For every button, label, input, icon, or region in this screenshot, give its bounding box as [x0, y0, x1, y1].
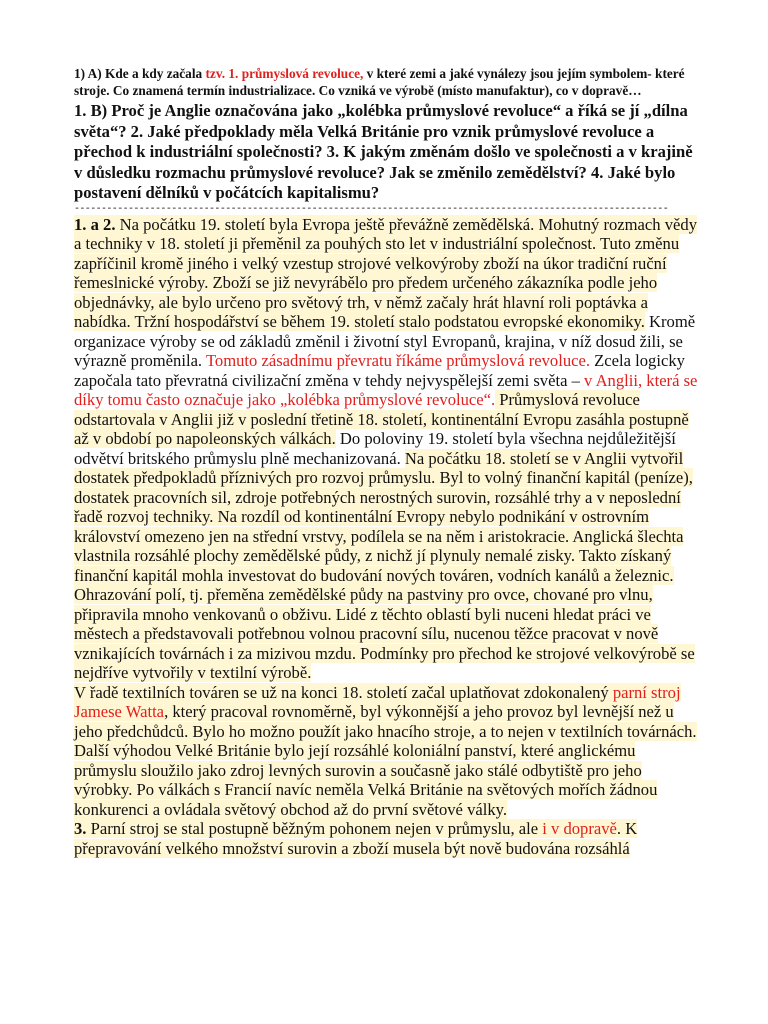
answer-highlight-1: [74, 215, 697, 332]
answer-highlight-3: Na počátku 18. století se v Anglii vytvořil dostatek předpokladů příznivých pro rozvoj průmyslu. Byl to volný finanční kapitál (peníze), dostatek pracovních sil, zdroje potřebných nerostných surovin, rozsáhlé trhy a v neposlední řadě rozvoj techniky. Na rozdíl od kontinentální Evropy nebylo podnikání v ostrovním království omezeno jen na střední vrstvy, podílela se na něm i aristokracie. Anglická šlechta vlastnila rozsáhlé plochy zemědělské půdy, z nichž jí plynuly nemalé zisky. Takto získaný finanční kapitál mohla investovat do budování nových továren, vodních kanálů a železnic. Ohrazování polí, tj. přeměna zemědělské půdy na pastviny pro ovce, chované pro vlnu, připravila mnoho venkovanů o obživu. Lidé z těchto oblastí byli nuceni hledat práci ve městech a představovali potřebnou volnou pracovní sílu, nucenou těžce pracovat v nově vznikajících továrnách i za mizivou mzdu. Podmínky pro přechod ke strojové velkovýrobě se nejdříve vytvořily v textilní výrobě.: [74, 448, 695, 682]
answer-text: Zcela logicky započala tato převratná civilizační změna v tehdy nejvyspělejší zemi světa –: [74, 351, 685, 390]
answer-red-text: v Anglii, která se díky tomu často označuje jako „kolébka průmyslové revoluce“.: [74, 370, 698, 409]
answer-text: , který pracoval rovnoměrně, byl výkonnější a jeho provoz byl levnější než u jeho předchůdců. Bylo ho možno použít jako hnacího stroje, a to nejen v textilních továrnách.: [74, 702, 697, 741]
answer-paragraph-4: [74, 819, 700, 858]
answer-text: V řadě textilních továren se už na konci 18. století začal uplatňovat zdokonalený: [74, 682, 613, 702]
answer-highlight-6: [74, 819, 637, 858]
answer-paragraph-2: [74, 683, 700, 742]
divider-line: --------------------------------------------------------------------------------------------------------------: [74, 204, 669, 215]
question-1a-red-text: tzv. 1. průmyslová revoluce,: [205, 66, 364, 81]
answer-paragraph-3: [74, 741, 700, 819]
answer-red-text: i v dopravě: [542, 819, 617, 838]
answer-highlight-5: Další výhodou Velké Británie bylo její rozsáhlé koloniální panství, které anglickému průmyslu sloužilo jako zdroj levných surovin a současně jako stálé odbytiště pro jeho výrobky. Po válkách s Francií navíc neměla Velká Británie na světových mořích žádnou konkurenci a ovládala světový obchod až do první světové války.: [74, 741, 658, 819]
answer-text: Do poloviny 19. století byla všechna nejdůležitější odvětví britského průmyslu plně mechanizovaná.: [74, 429, 676, 468]
question-1b: 1. B) Proč je Anglie označována jako „kolébka průmyslové revoluce“ a říká se jí „dílna světa“? 2. Jaké předpoklady měla Velká Británie pro vznik průmyslové revoluce a přechod k industriální společnosti? 3. K jakým změnám došlo ve společnosti a v krajině v důsledku rozmachu průmyslové revoluce? Jak se změnilo zemědělství? 4. Jaké bylo postavení dělníků v počátcích kapitalismu?: [74, 101, 693, 202]
answer-text: Na počátku 19. století byla Evropa ještě převážně zemědělská. Mohutný rozmach vědy a techniky v 18. století ji přeměnil za pouhých sto let v industriální společnost. Tuto změnu zapříčinil kromě jiného i velký vzestup strojové velkovýroby zboží na úkor tradiční ruční řemeslnické výroby. Zboží se již nevyrábělo pro předem určeného zákazníka podle jeho objednávky, ale bylo určeno pro světový trh, v němž začaly hrát hlavní roli poptávka a nabídka. Tržní hospodářství se během 19. století stalo podstatou evropské ekonomiky.: [74, 214, 697, 331]
answer-highlight-2: Průmyslová revoluce odstartovala v Anglii již v poslední třetině 18. století, kontinentální Evropu zasáhla postupně až v období po napoleonských válkách.: [74, 390, 689, 448]
question-1a-text-rest: v které zemi a jaké vynálezy jsou jejím symbolem- které stroje. Co znamená termín industrializace. Co vzniká ve výrobě (místo manufaktur), co v dopravě…: [74, 66, 685, 98]
answer-label-3: 3.: [74, 819, 87, 838]
answer-text: Parní stroj se stal postupně běžným pohonem nejen v průmyslu, ale: [86, 819, 543, 838]
answer-text: . K přepravování velkého množství surovin a zboží musela být nově budována rozsáhlá: [74, 819, 638, 858]
answer-red-text: parní stroj Jamese Watta: [74, 682, 681, 721]
answer-highlight-4: [74, 683, 697, 741]
answer-paragraph-1: [74, 215, 700, 683]
answer-red-text: Tomuto zásadnímu převratu říkáme průmyslová revoluce.: [205, 351, 590, 370]
answer-label-1-2: 1. a 2.: [74, 214, 116, 234]
question-1a-text: 1) A) Kde a kdy začala: [74, 66, 206, 81]
question-1a: [74, 66, 700, 99]
answer-text: Kromě organizace výroby se od základů změnil i životní styl Evropanů, krajina, v níž dosud žili, se výrazně proměnila.: [74, 312, 696, 370]
